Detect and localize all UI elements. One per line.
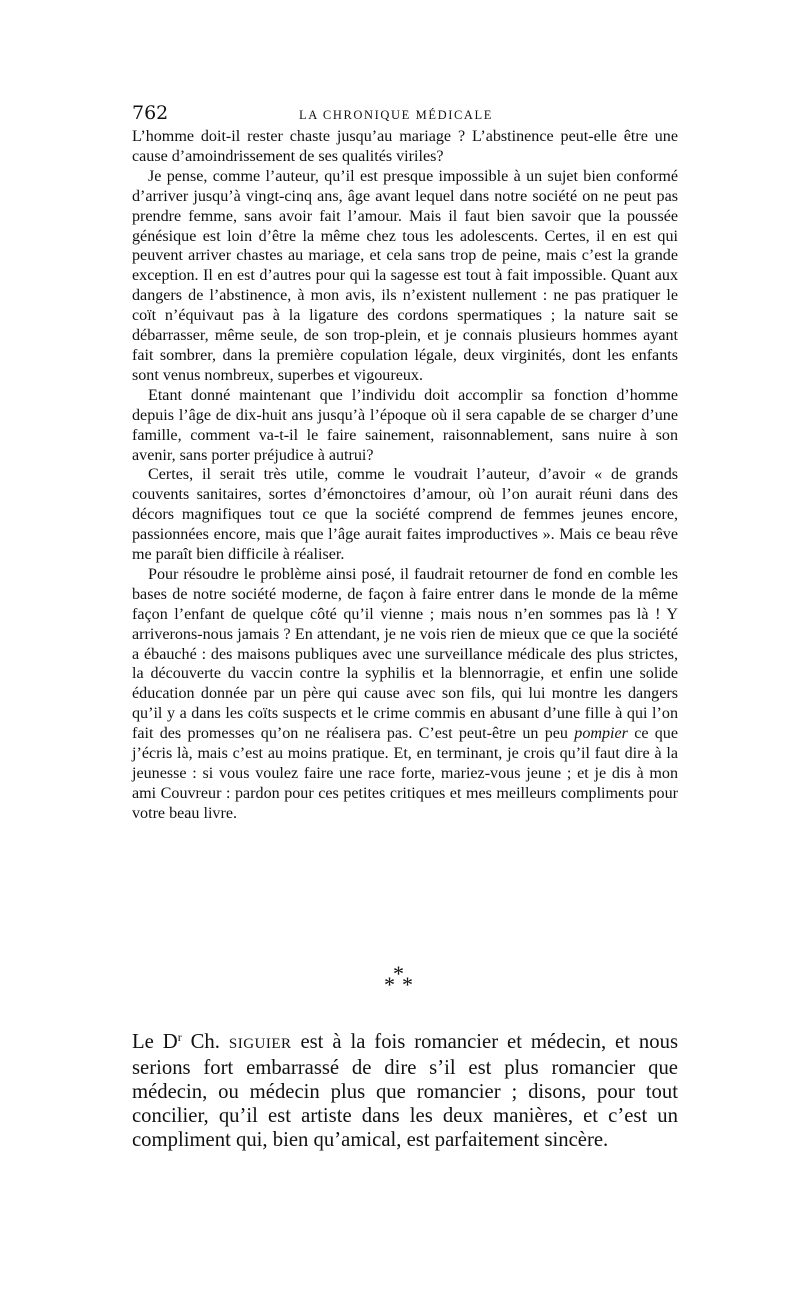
asterisk-left: * (384, 972, 395, 997)
doctor-surname: SIGUIER (228, 1036, 292, 1052)
asterisk-top: * (393, 961, 404, 986)
section-2-text: est à la fois romancier et médecin, et nous serions fort embarrassé de dire s’il est plus romancier que médecin, ou médecin plus que romancier ; disons, pour tout concilier, qu’il est artiste dans les deux manières, et c’est un compliment qui, bien qu’amical, est parfaitement sincère. (132, 1031, 678, 1151)
italic-word: pompier (574, 725, 628, 743)
asterisk-right: * (402, 972, 413, 997)
paragraph-5-text: Pour résoudre le problème ainsi posé, il faudrait retourner de fond en comble les bases de notre société moderne, de façon à faire entrer dans le monde de la même façon l’enfant de quelque côté qu’il vienne ; mais nous n’en sommes pas là ! Y arriverons-nous jamais ? En attendant, je ne vois rien de mieux que ce que la société a ébauché : des maisons publiques avec une surveillance médicale des plus strictes, la découverte du vaccin contre la syphilis et la blennorragie, et enfin une solide éducation donnée par un père qui cause avec son fils, qui lui montre les dangers qu’il y a dans les coïts suspects et le crime commis en abusant d’une fille à qui l’on fait des promesses qu’on ne réalisera pas. C’est peut-être un peu (132, 565, 678, 743)
paragraph-1: L’homme doit-il rester chaste jusqu’au mariage ? L’abstinence peut-elle être une cause d’amoindrissement de ses qualités viriles? (132, 128, 678, 165)
paragraph-5 (132, 565, 678, 824)
doctor-superscript: r (177, 1030, 182, 1044)
page-header (132, 102, 678, 128)
section-2-body (132, 1026, 678, 1153)
running-title: LA CHRONIQUE MÉDICALE (299, 108, 494, 122)
page-number: 762 (132, 102, 169, 124)
paragraph-3: Etant donné maintenant que l’individu doit accomplir sa fonction d’homme depuis l’âge de dix-huit ans jusqu’à l’époque où il sera capable de se charger d’une famille, comment va-t-il le faire sainement, raisonnablement, sans nuire à son avenir, sans porter préjudice à autrui? (132, 386, 678, 464)
section-separator-asterism (370, 960, 430, 1000)
paragraph-2: Je pense, comme l’auteur, qu’il est presque impossible à un sujet bien conformé d’arriver jusqu’à vingt-cinq ans, âge avant lequel dans notre société on ne peut pas prendre femme, sans avoir fait l’amour. Mais il faut bien savoir que la poussée génésique est loin d’être la même chez tous les adolescents. Certes, il en est qui peuvent arriver chastes au mariage, et cela sans trop de peine, mais c’est la grande exception. Il en est d’autres pour qui la sagesse est tout à fait impossible. Quant aux dangers de l’abstinence, à mon avis, ils n’existent nullement : ne pas pratiquer le coït n’équivaut pas à la ligature des cordons spermatiques ; la nature sait se débarrasser, même seule, de son trop-plein, et je connais plusieurs hommes ayant fait sombrer, dans la première copulation légale, deux virginités, dont les enfants sont venus nombreux, superbes et vigoureux. (132, 167, 678, 384)
paragraph-4: Certes, il serait très utile, comme le voudrait l’auteur, d’avoir « de grands couvents sanitaires, sortes d’émonctoires d’amour, où l’on aurait réuni dans des décors magnifiques tout ce que la société comprend de femmes jeunes encore, passionnées encore, mais que l’âge aurait faites improductives ». Mais ce beau rêve me paraît bien difficile à réaliser. (132, 466, 678, 564)
paragraph-5-tail: ce que j’écris là, mais c’est au moins pratique. Et, en terminant, je crois qu’il faut dire à la jeunesse : si vous voulez faire une race forte, mariez-vous jeune ; et je dis à mon ami Couvreur : pardon pour ces petites critiques et mes meilleurs compliments pour votre beau livre. (132, 725, 678, 822)
section-2-paragraph (132, 1026, 678, 1153)
doctor-prefix: Le D (132, 1031, 178, 1053)
doctor-initial: Ch. (181, 1031, 229, 1053)
article-body (132, 127, 678, 824)
